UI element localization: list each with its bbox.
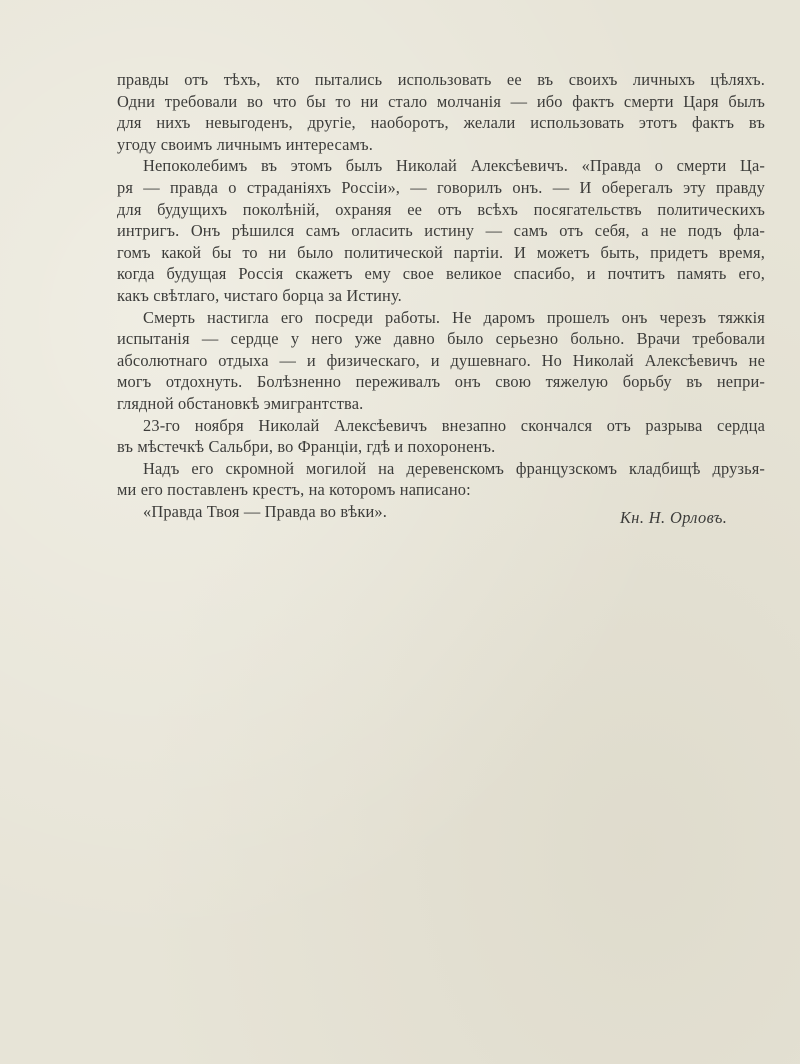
text-line: Одни требовали во что бы то ни стало молчанія — ибо фактъ смерти Царя былъ [117, 91, 765, 111]
text-line: глядной обстановкѣ эмигрантства. [117, 393, 364, 413]
text-line: ря — правда о страданіяхъ Россіи», — говорилъ онъ. — И оберегалъ эту правду [117, 177, 765, 197]
text-line: абсолютнаго отдыха — и физическаго, и душевнаго. Но Николай Алексѣевичъ не [117, 350, 765, 370]
text-line: Смерть настигла его посреди работы. Не даромъ прошелъ онъ черезъ тяжкія [143, 307, 765, 327]
text-line: Надъ его скромной могилой на деревенскомъ французскомъ кладбищѣ друзья- [143, 458, 765, 478]
text-line: ми его поставленъ крестъ, на которомъ написано: [117, 480, 471, 500]
text-line: могъ отдохнуть. Болѣзненно переживалъ онъ свою тяжелую борьбу въ непри- [117, 372, 765, 392]
text-line: угоду своимъ личнымъ интересамъ. [117, 134, 373, 154]
text-line: въ мѣстечкѣ Сальбри, во Франціи, гдѣ и похороненъ. [117, 437, 496, 457]
text-line: какъ свѣтлаго, чистаго борца за Истину. [117, 285, 402, 305]
text-line: для будущихъ поколѣній, охраняя ее отъ всѣхъ посягательствъ политическихъ [117, 199, 765, 219]
author-signature: Кн. Н. Орловъ. [620, 508, 728, 527]
text-line: когда будущая Россія скажетъ ему свое великое спасибо, и почтитъ память его, [117, 264, 765, 284]
text-line: гомъ какой бы то ни было политической партіи. И можетъ быть, придетъ время, [117, 242, 765, 262]
text-line: Непоколебимъ въ этомъ былъ Николай Алексѣевичъ. «Правда о смерти Ца- [143, 156, 765, 176]
text-line: «Правда Твоя — Правда во вѣки». [143, 501, 387, 521]
text-line: правды отъ тѣхъ, кто пытались использовать ее въ своихъ личныхъ цѣляхъ. [117, 70, 765, 89]
text-line: 23-го ноября Николай Алексѣевичъ внезапно скончался отъ разрыва сердца [143, 415, 765, 435]
body-text [117, 69, 765, 522]
text-line: интригъ. Онъ рѣшился самъ огласить истину — самъ отъ себя, а не подъ фла- [117, 221, 765, 241]
text-line: испытанія — сердце у него уже давно было серьезно больно. Врачи требовали [117, 329, 765, 349]
text-line: для нихъ невыгоденъ, другіе, наоборотъ, желали использовать этотъ фактъ въ [117, 113, 765, 133]
